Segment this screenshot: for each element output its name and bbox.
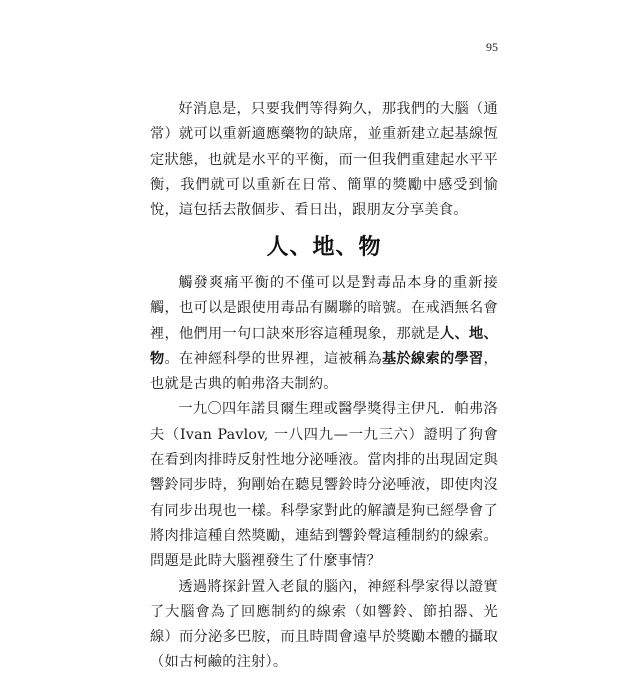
bold-term-people-places-things: 人、地、物 [150,325,498,367]
paragraph-text-part: 。在神經科學的世界裡，這被稱為 [164,350,383,367]
paragraph-text-part: 觸發爽痛平衡的不僅可以是對毒品本身的重新接觸，也可以是跟使用毒品有關聯的暗號。在戒酒無名會裡，他們用一句口訣來形容這種現象，那就是 [150,275,498,342]
paragraph-cue-learning [150,271,498,397]
paragraph-text: 好消息是，只要我們等得夠久，那我們的大腦（通常）就可以重新適應藥物的缺席，並重新建立起基線恆定狀態，也就是水平的平衡，而一但我們重建起水平平衡，我們就可以重新在日常、簡單的獎勵中感受到愉悅，這包括去散個步、看日出，跟朋友分享美食。 [150,101,498,219]
section-heading: 人、地、物 [266,234,382,260]
paragraph-text-part: ，也就是古典的帕弗洛夫制約。 [150,350,498,393]
paragraph-dopamine: 透過將探針置入老鼠的腦內，神經科學家得以證實了大腦會為了回應制約的線索（如響鈴、節拍器、光線）而分泌多巴胺，而且時間會遠早於獎勵本體的攝取（如古柯鹼的注射）。 [150,578,498,671]
bold-term-cue-based-learning: 基於線索的學習 [382,350,484,367]
paragraph-good-news [150,97,498,223]
page-number: 95 [486,40,498,54]
paragraph-pavlov: 一九〇四年諾貝爾生理或醫學獎得主伊凡．帕弗洛夫（Ivan Pavlov, 一八四九—一九三六）證明了狗會在看到肉排時反射性地分泌唾液。當肉排的出現固定與響鈴同步時，狗剛始在聽見響鈴時分泌唾液，即使肉沒有同步出現也一樣。科學家對此的解讀是狗已經學會了將肉排這種自然獎勵，連結到響鈴聲這種制約的線索。問題是此時大腦裡發生了什麼事情？ [150,401,498,570]
section-body [150,271,498,676]
